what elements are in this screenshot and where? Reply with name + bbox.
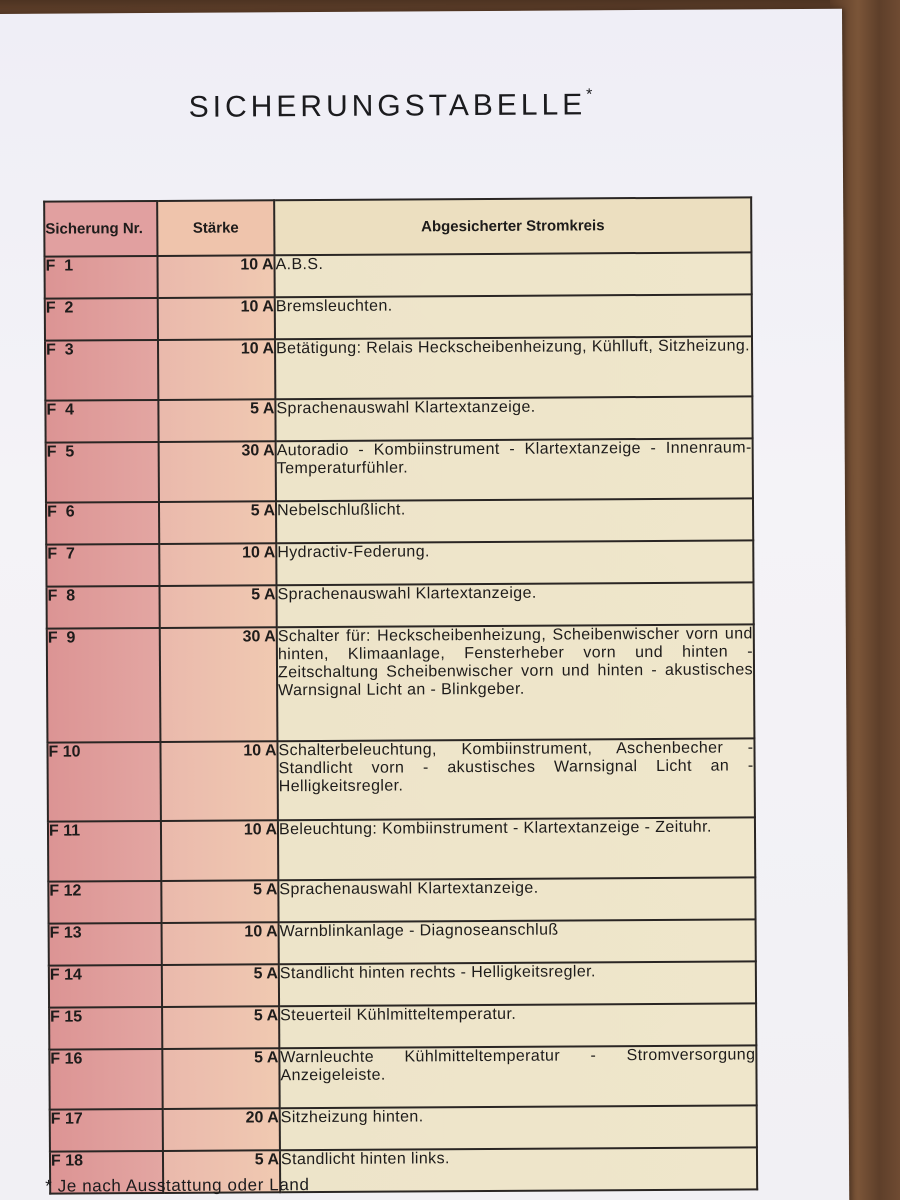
fuse-circuit: Beleuchtung: Kombiinstrument - Klartextanzeige - Zeituhr. (278, 817, 755, 880)
fuse-rating: 5 A (159, 501, 276, 544)
fuse-table (43, 196, 758, 1194)
fuse-circuit: Standlicht hinten links. (280, 1147, 757, 1192)
fuse-circuit: Warnblinkanlage - Diagnoseanschluß (279, 919, 756, 964)
table-row (48, 877, 755, 923)
fuse-circuit: Bremsleuchten. (275, 294, 752, 339)
fuse-number: F 7 (46, 544, 159, 587)
table-row (46, 582, 753, 628)
footnote: * Je nach Ausstattung oder Land (45, 1175, 310, 1196)
fuse-number: F 5 (46, 442, 159, 503)
header-fuse-number: Sicherung Nr. (44, 201, 157, 257)
table-row (48, 817, 755, 881)
fuse-rating: 5 A (158, 399, 275, 442)
table-row (45, 396, 752, 442)
title-footnote-mark: * (586, 86, 593, 104)
fuse-number: F 10 (47, 742, 160, 822)
fuse-rating: 10 A (161, 820, 278, 881)
paper-sheet (0, 9, 849, 1200)
table-row (45, 294, 752, 340)
fuse-number: F 15 (49, 1007, 162, 1050)
table-row (49, 1003, 756, 1049)
fuse-number: F 9 (47, 628, 161, 743)
fuse-rating: 10 A (158, 297, 275, 340)
page-title (0, 87, 791, 126)
fuse-number: F 14 (49, 965, 162, 1008)
fuse-circuit: Steuerteil Kühlmitteltemperatur. (279, 1003, 756, 1048)
fuse-rating: 30 A (159, 441, 276, 502)
fuse-rating: 5 A (161, 880, 278, 923)
fuse-rating: 5 A (162, 1048, 279, 1109)
table-row (50, 1105, 757, 1151)
fuse-number: F 1 (44, 256, 157, 299)
fuse-circuit: Hydractiv-Federung. (276, 540, 753, 585)
fuse-rating: 10 A (158, 339, 275, 400)
fuse-number: F 2 (45, 298, 158, 341)
fuse-number: F 3 (45, 340, 158, 401)
fuse-circuit: Sprachenauswahl Klartextanzeige. (276, 582, 753, 627)
table-row (46, 540, 753, 586)
title-text: SICHERUNGSTABELLE (188, 88, 587, 124)
table-row (45, 336, 752, 400)
table-row (47, 738, 754, 821)
fuse-rating: 30 A (160, 627, 278, 742)
fuse-number: F 18 (50, 1151, 163, 1194)
fuse-rating: 5 A (163, 1150, 280, 1193)
table-row (46, 438, 753, 502)
fuse-number: F 6 (46, 502, 159, 545)
fuse-rating: 5 A (162, 964, 279, 1007)
fuse-rating: 20 A (163, 1108, 280, 1151)
table-row (44, 252, 751, 298)
fuse-circuit: Nebelschlußlicht. (276, 498, 753, 543)
fuse-rating: 10 A (159, 543, 276, 586)
fuse-rating: 5 A (159, 585, 276, 628)
fuse-circuit: Sprachenauswahl Klartextanzeige. (278, 877, 755, 922)
fuse-circuit: Schalter für: Heckscheibenheizung, Scheibenwischer vorn und hinten, Klimaanlage, Fensterheber vorn und hinten - Zeitschaltung Scheibenwischer vorn und hinten - akustisches Warnsignal Licht an - Blinkgeber. (277, 624, 755, 741)
fuse-circuit: Sprachenauswahl Klartextanzeige. (275, 396, 752, 441)
fuse-rating: 10 A (162, 922, 279, 965)
table-row (49, 919, 756, 965)
fuse-number: F 8 (46, 586, 159, 629)
fuse-number: F 12 (48, 881, 161, 924)
fuse-circuit: Betätigung: Relais Heckscheibenheizung, Kühlluft, Sitzheizung. (275, 336, 752, 399)
fuse-number: F 17 (50, 1109, 163, 1152)
fuse-circuit: Standlicht hinten rechts - Helligkeitsregler. (279, 961, 756, 1006)
fuse-number: F 4 (45, 400, 158, 443)
fuse-circuit: A.B.S. (274, 252, 751, 297)
header-circuit: Abgesicherter Stromkreis (274, 197, 751, 255)
fuse-rating: 10 A (157, 255, 274, 298)
fuse-number: F 16 (49, 1049, 162, 1110)
fuse-number: F 13 (49, 923, 162, 966)
fuse-circuit: Warnleuchte Kühlmitteltemperatur - Stromversorgung Anzeigeleiste. (279, 1045, 756, 1108)
fuse-rating: 10 A (160, 741, 277, 821)
fuse-circuit: Sitzheizung hinten. (280, 1105, 757, 1150)
table-row (49, 1045, 756, 1109)
fuse-circuit: Schalterbeleuchtung, Kombiinstrument, Aschenbecher - Standlicht vorn - akustisches Warnsignal Licht an - Helligkeitsregler. (277, 738, 754, 820)
fuse-circuit: Autoradio - Kombiinstrument - Klartextanzeige - Innenraum-Temperaturfühler. (276, 438, 753, 501)
table-row (47, 624, 755, 742)
fuse-number: F 11 (48, 821, 161, 882)
fuse-rating: 5 A (162, 1006, 279, 1049)
table-row (46, 498, 753, 544)
fuse-table-header (44, 197, 751, 256)
table-row (49, 961, 756, 1007)
header-rating: Stärke (157, 200, 274, 256)
